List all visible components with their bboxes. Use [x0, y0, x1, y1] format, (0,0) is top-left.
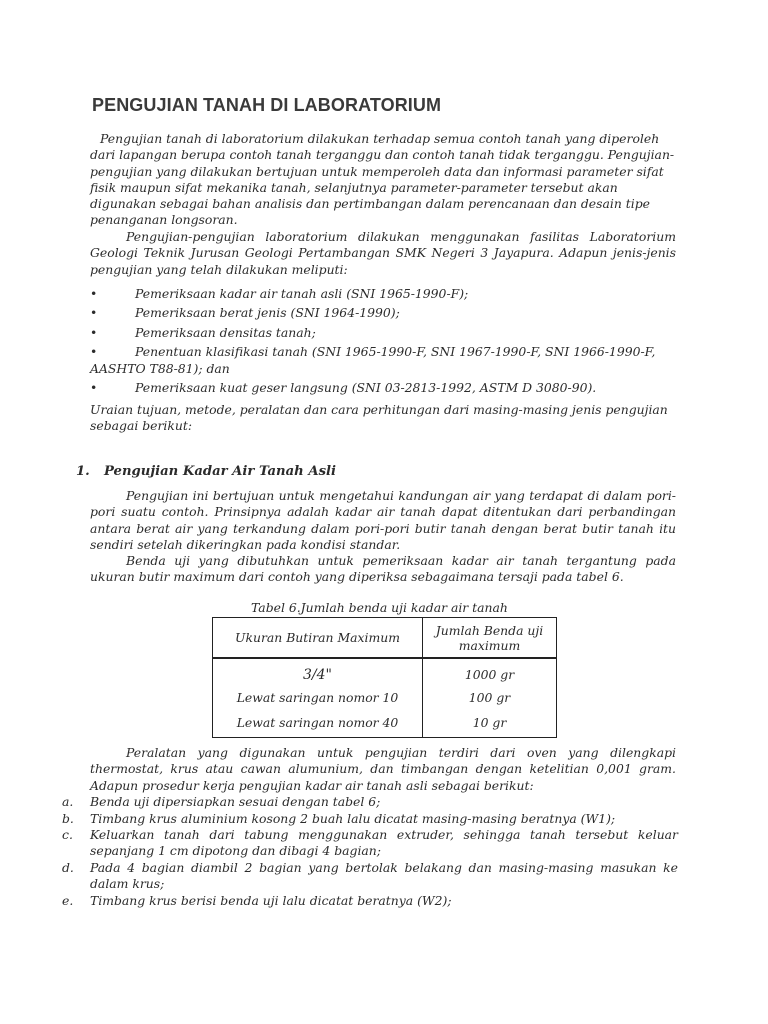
- list-item: b. Timbang krus aluminium kosong 2 buah lalu dicatat masing-masing beratnya (W1);: [62, 810, 616, 826]
- test-list: [90, 286, 680, 400]
- list-item: • Penentuan klasifikasi tanah (SNI 1965-1990-F, SNI 1967-1990-F, SNI 1966-1990-F, AASHTO T88-81); dan: [90, 344, 656, 376]
- list-item: a. Benda uji dipersiapkan sesuai dengan tabel 6;: [62, 794, 381, 809]
- bullet-icon: •: [90, 286, 98, 301]
- section-number: 1.: [76, 464, 90, 479]
- table-row: [213, 709, 557, 737]
- table-caption: Tabel 6.Jumlah benda uji kadar air tanah: [251, 600, 508, 615]
- list-item: • Pemeriksaan berat jenis (SNI 1964-1990);: [90, 305, 400, 321]
- list-item: d. Pada 4 bagian diambil 2 bagian yang bertolak belakang dan masing-masing masukan ke dalam krus;: [62, 859, 678, 892]
- list-item: c. Keluarkan tanah dari tabung menggunakan extruder, sehingga tanah tersebut keluar sepanjang 1 cm dipotong dan dibagi 4 bagian;: [62, 827, 678, 859]
- table-cell: 100 gr: [423, 686, 557, 709]
- table-header-cell: Ukuran Butiran Maximum: [213, 618, 423, 659]
- table-cell: Lewat saringan nomor 10: [213, 686, 423, 709]
- list-item: • Pemeriksaan kuat geser langsung (SNI 03-2813-1992, ASTM D 3080-90).: [90, 380, 597, 396]
- bullet-icon: •: [90, 305, 98, 321]
- table-cell: 10 gr: [423, 709, 557, 737]
- intro-paragraph-1: Pengujian tanah di laboratorium dilakukan terhadap semua contoh tanah yang diperoleh dari lapangan berupa contoh tanah terganggu dan contoh tanah tidak terganggu. Pengujian-pengujian yang dilakukan bertujuan untuk memperoleh data dan informasi parameter sifat fisik maupun sifat mekanika tanah, selanjutnya parameter-parameter tersebut akan digunakan sebagai bahan analisis dan pertimbangan dalam perencanaan dan desain tipe penanganan longsoran.: [90, 131, 675, 228]
- table-row: [213, 658, 557, 686]
- sample-table: [212, 617, 557, 738]
- bullet-icon: •: [90, 324, 98, 340]
- section-paragraph-2: Benda uji yang dibutuhkan untuk pemeriksaan kadar air tanah tergantung pada ukuran butir maximum dari contoh yang diperiksa sebagaimana tersaji pada tabel 6.: [90, 553, 676, 585]
- section-paragraph-3: Peralatan yang digunakan untuk pengujian terdiri dari oven yang dilengkapi thermostat, krus atau cawan alumunium, dan timbangan dengan ketelitian 0,001 gram. Adapun prosedur kerja pengujian kadar air tanah asli sebagai berikut:: [90, 745, 676, 793]
- page-title: PENGUJIAN TANAH DI LABORATORIUM: [92, 95, 442, 115]
- bullet-icon: •: [90, 344, 98, 360]
- table-cell: 3/4": [213, 658, 423, 686]
- list-item: e. Timbang krus berisi benda uji lalu dicatat beratnya (W2);: [62, 892, 452, 908]
- table-header-row: [213, 618, 557, 659]
- section-title: Pengujian Kadar Air Tanah Asli: [104, 464, 337, 479]
- list-item: • Pemeriksaan kadar air tanah asli (SNI 1965-1990-F);: [90, 286, 469, 301]
- bullet-icon: •: [90, 380, 98, 396]
- table-cell: 1000 gr: [423, 658, 557, 686]
- intro-paragraph-3: Uraian tujuan, metode, peralatan dan cara perhitungan dari masing-masing jenis pengujian sebagai berikut:: [90, 402, 668, 434]
- section-paragraph-1: Pengujian ini bertujuan untuk mengetahui kandungan air yang terdapat di dalam pori-pori suatu contoh. Prinsipnya adalah kadar air tanah dapat ditentukan dari perbandingan antara berat air yang terkandung dalam pori-pori butir tanah dengan berat butir tanah itu sendiri setelah dikeringkan pada kondisi standar.: [90, 488, 676, 552]
- table-cell: Lewat saringan nomor 40: [213, 709, 423, 737]
- table-header-cell: Jumlah Benda uji maximum: [423, 618, 557, 659]
- list-item: • Pemeriksaan densitas tanah;: [90, 324, 316, 340]
- table-row: [213, 686, 557, 709]
- procedure-list: [62, 794, 678, 909]
- section-heading: [76, 464, 336, 479]
- intro-paragraph-2: Pengujian-pengujian laboratorium dilakukan menggunakan fasilitas Laboratorium Geologi Teknik Jurusan Geologi Pertambangan SMK Negeri 3 Jayapura. Adapun jenis-jenis pengujian yang telah dilakukan meliputi:: [90, 229, 676, 277]
